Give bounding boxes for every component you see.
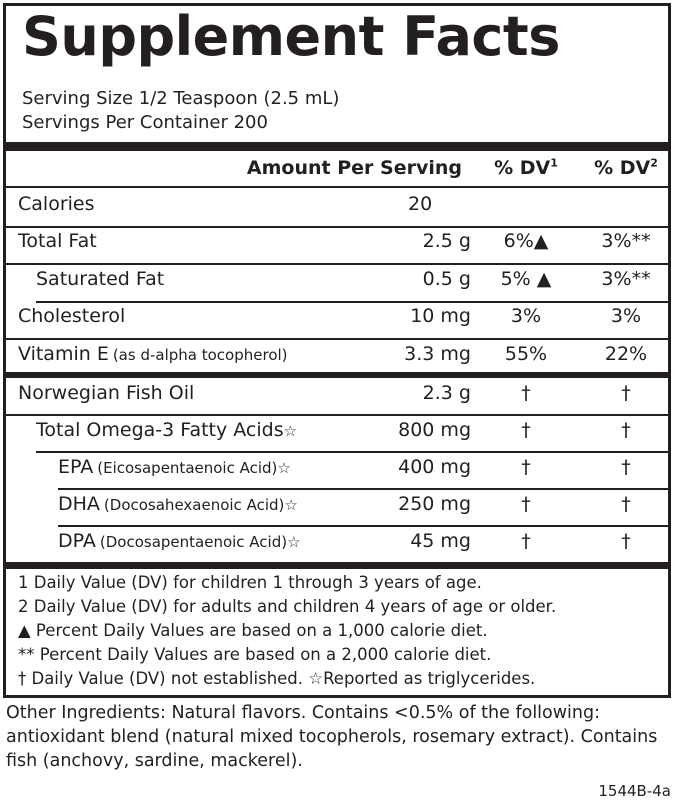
nutrient-label: Norwegian Fish Oil xyxy=(18,382,195,404)
row-divider xyxy=(36,451,668,453)
nutrient-dv2: 3% xyxy=(610,305,642,327)
nutrient-name xyxy=(18,304,125,328)
row-divider xyxy=(6,414,668,416)
nutrient-label: Vitamin E xyxy=(18,343,109,365)
nutrient-dv2: † xyxy=(621,530,631,552)
nutrient-name xyxy=(58,455,291,480)
row-divider xyxy=(6,263,668,265)
nutrient-amount: 400 mg xyxy=(398,456,471,478)
nutrient-amount: 20 xyxy=(408,193,433,215)
supplement-facts-panel xyxy=(3,3,671,698)
nutrient-dv2: 22% xyxy=(604,343,648,365)
nutrient-name xyxy=(18,192,95,216)
nutrient-amount: 2.5 g xyxy=(422,230,471,252)
header-divider xyxy=(6,186,668,188)
footnote-1: 1 Daily Value (DV) for children 1 through 3 years of age. xyxy=(18,573,482,592)
nutrient-amount: 250 mg xyxy=(398,493,471,515)
nutrient-amount: 10 mg xyxy=(410,305,471,327)
panel-title: Supplement Facts xyxy=(22,5,560,68)
medium-divider xyxy=(6,372,668,378)
nutrient-name xyxy=(58,529,301,554)
nutrient-dv2: 3%** xyxy=(601,268,651,290)
nutrient-dv1: † xyxy=(521,419,531,441)
nutrient-qualifier: (Docosahexaenoic Acid)☆ xyxy=(103,496,298,514)
nutrient-label: Total Omega-3 Fatty Acids xyxy=(36,419,284,441)
nutrient-amount: 800 mg xyxy=(398,419,471,441)
row-divider xyxy=(58,525,668,527)
nutrient-dv1: 3% xyxy=(510,305,542,327)
footnote-divider xyxy=(6,562,668,569)
serving-size: Serving Size 1/2 Teaspoon (2.5 mL) xyxy=(22,88,340,109)
nutrient-name xyxy=(18,381,194,405)
nutrient-name xyxy=(36,418,297,443)
nutrient-name xyxy=(36,267,164,291)
row-divider xyxy=(36,301,668,303)
nutrient-label: Total Fat xyxy=(18,230,97,252)
nutrient-dv2: 3%** xyxy=(601,230,651,252)
nutrient-dv1: † xyxy=(521,456,531,478)
footnote-dagger: † Daily Value (DV) not established. ☆Reported as triglycerides. xyxy=(18,669,536,688)
nutrient-amount: 0.5 g xyxy=(422,268,471,290)
nutrient-dv2: † xyxy=(621,456,631,478)
nutrient-label: DPA xyxy=(58,530,96,552)
dv1-header: % $DV^1$ xyxy=(494,156,558,179)
footnote-triangle: ▲ Percent Daily Values are based on a 1,000 calorie diet. xyxy=(18,621,488,640)
nutrient-qualifier: (Docosapentaenoic Acid)☆ xyxy=(99,533,301,551)
servings-per-container: Servings Per Container 200 xyxy=(22,112,268,133)
nutrient-qualifier: (as d-alpha tocopherol) xyxy=(112,346,288,364)
footnote-2: 2 Daily Value (DV) for adults and children 4 years of age or older. xyxy=(18,597,557,616)
nutrient-dv2: † xyxy=(621,382,631,404)
dv2-header: % $DV^2$ xyxy=(594,156,658,179)
nutrient-dv1: † xyxy=(521,382,531,404)
nutrient-label: EPA xyxy=(58,456,94,478)
footnote-double-asterisk: ** Percent Daily Values are based on a 2,000 calorie diet. xyxy=(18,645,492,664)
nutrient-dv2: † xyxy=(621,419,631,441)
nutrient-amount: 45 mg xyxy=(410,530,471,552)
row-divider xyxy=(6,226,668,228)
nutrient-dv1: † xyxy=(521,530,531,552)
nutrient-dv1: 5% ▲ xyxy=(500,268,552,290)
nutrient-qualifier: (Eicosapentaenoic Acid)☆ xyxy=(97,459,291,477)
product-code: 1544B-4a xyxy=(598,782,671,800)
nutrient-label: Cholesterol xyxy=(18,305,126,327)
nutrient-label: Saturated Fat xyxy=(36,268,165,290)
nutrient-name xyxy=(18,342,288,367)
amount-per-serving-header: Amount Per Serving xyxy=(246,157,462,179)
nutrient-name xyxy=(58,492,298,517)
thick-divider xyxy=(6,142,668,151)
nutrient-qualifier: ☆ xyxy=(283,422,298,440)
nutrient-dv1: † xyxy=(521,493,531,515)
nutrient-dv2: † xyxy=(621,493,631,515)
row-divider xyxy=(58,488,668,490)
nutrient-label: DHA xyxy=(58,493,100,515)
nutrient-amount: 2.3 g xyxy=(422,382,471,404)
nutrient-dv1: 6%▲ xyxy=(503,230,549,252)
nutrient-amount: 3.3 mg xyxy=(404,343,471,365)
nutrient-name xyxy=(18,229,97,253)
other-ingredients: Other Ingredients: Natural flavors. Contains <0.5% of the following: antioxidant blend (natural mixed tocopherols, rosemary extract). Contains fish (anchovy, sardine, mackerel). xyxy=(6,703,658,771)
nutrient-dv1: 55% xyxy=(504,343,548,365)
row-divider xyxy=(6,338,668,340)
nutrient-label: Calories xyxy=(18,193,95,215)
